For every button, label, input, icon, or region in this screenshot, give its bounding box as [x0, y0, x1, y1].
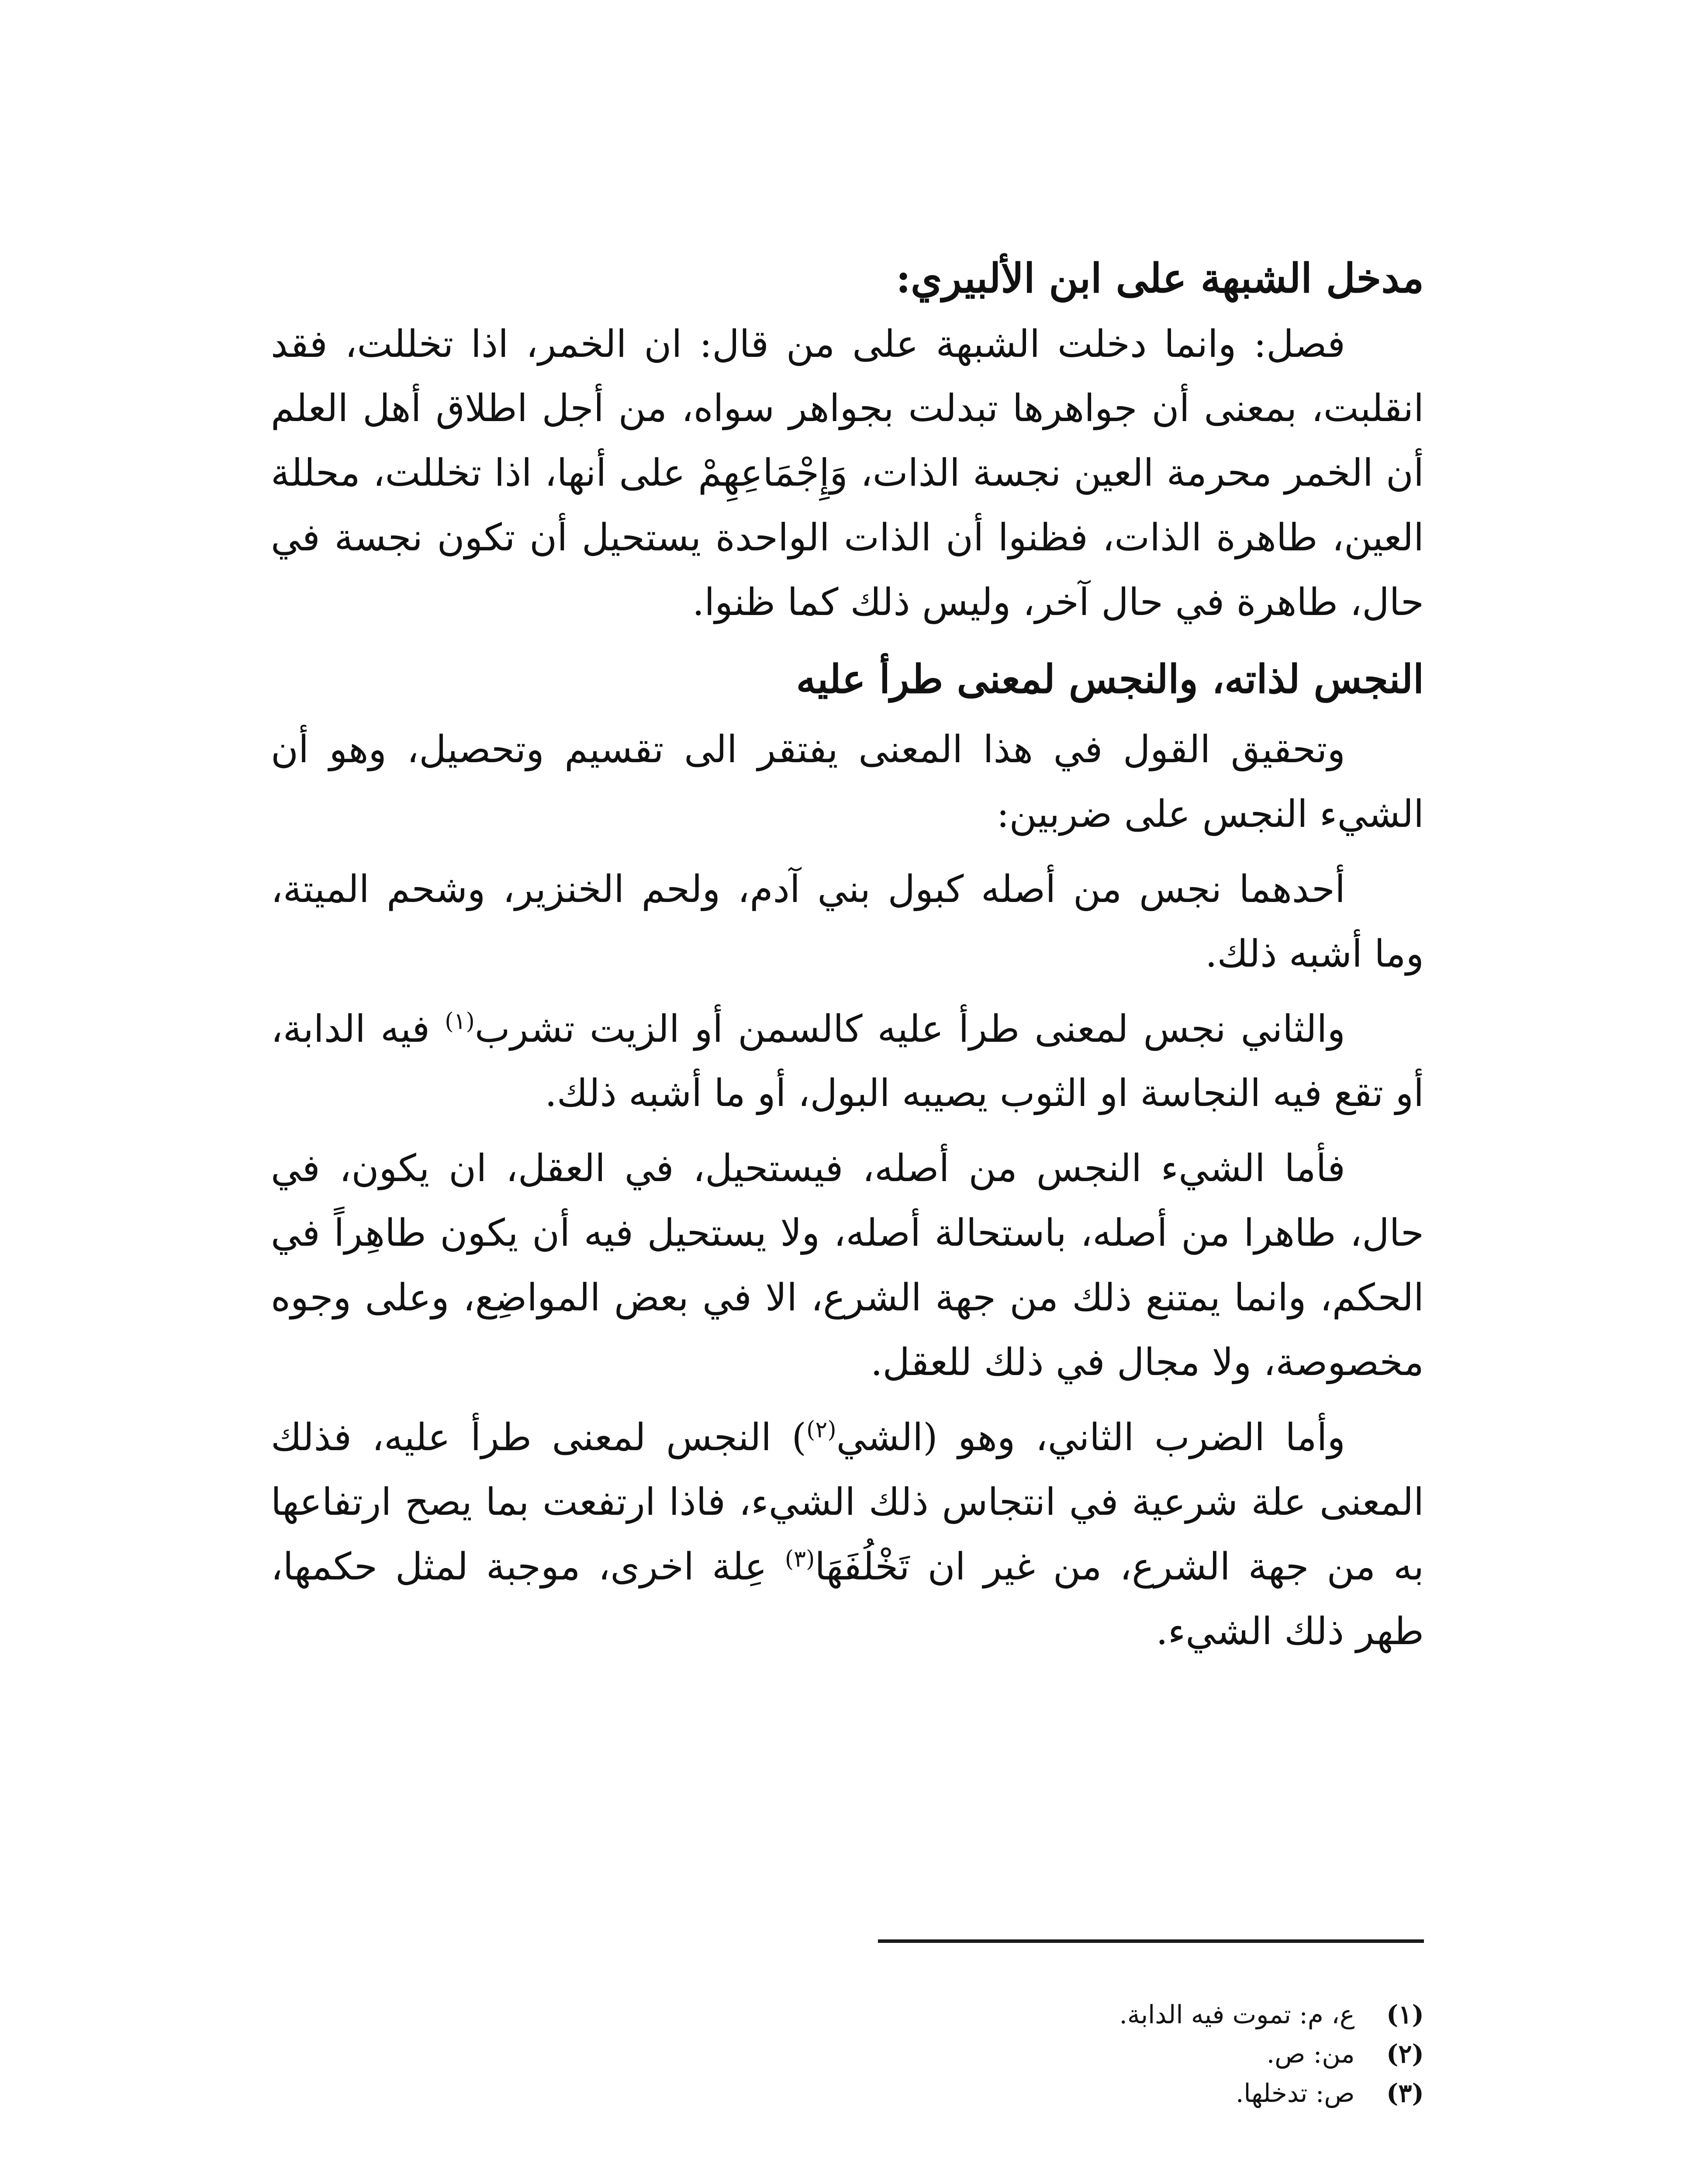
- second-type-paragraph-text-2: فيه الدابة، أو تقع فيه النجاسة او الثوب يصيبه البول، أو ما أشبه ذلك.: [271, 1007, 1424, 1116]
- footnote-reference-2: (٢): [806, 1417, 836, 1443]
- second-type-analysis-text-3: عِلة اخرى، موجبة لمثل حكمها، طهر ذلك الشيء.: [271, 1545, 1424, 1653]
- footnote-text: ص: تدخلها.: [1235, 2078, 1355, 2108]
- second-type-analysis-text-2: ) النجس لمعنى طرأ عليه، فذلك المعنى علة شرعية في انتجاس ذلك الشيء، فاذا ارتفعت بما يصح ارتفاعها به من جهة الشرع، من غير ان تَخْلُفَهَا: [271, 1415, 1424, 1589]
- second-type-analysis-paragraph: [271, 1406, 1424, 1664]
- first-type-paragraph: أحدهما نجس من أصله كبول بني آدم، ولحم الخنزير، وشحم الميتة، وما أشبه ذلك.: [271, 867, 1424, 976]
- footnote-reference-1: (١): [445, 1008, 475, 1034]
- footnote-number: (١): [1386, 2000, 1424, 2029]
- footnote-item: [681, 1995, 1424, 2035]
- first-type-analysis-paragraph: فأما الشيء النجس من أصله، فيستحيل، في العقل، ان يكون، في حال، طاهرا من أصله، باستحالة أصله، ولا يستحيل فيه أن يكون طاهِراً في الحكم، وانما يمتنع ذلك من جهة الشرع، الا في بعض المواضِع، وعلى وجوه مخصوصة، ولا مجال في ذلك للعقل.: [271, 1147, 1424, 1385]
- subheading-paragraph: وتحقيق القول في هذا المعنى يفتقر الى تقسيم وتحصيل، وهو أن الشيء النجس على ضربين:: [271, 727, 1424, 836]
- second-type-paragraph-text-1: والثاني نجس لمعنى طرأ عليه كالسمن أو الزيت تشرب: [474, 1007, 1345, 1051]
- footnote-divider: [878, 1939, 1424, 1943]
- footnote-text: من: ص.: [1266, 2039, 1355, 2069]
- footnote-item: [681, 2035, 1424, 2074]
- footnotes-list: [681, 1995, 1424, 2113]
- footnote-number: (٣): [1386, 2078, 1424, 2108]
- footnote-reference-3: (٣): [784, 1546, 815, 1572]
- main-text-block: [271, 245, 1424, 1675]
- footnote-number: (٢): [1386, 2039, 1424, 2069]
- second-type-analysis-text-1: وأما الضرب الثاني، وهو (الشي: [836, 1415, 1346, 1459]
- footnote-item: [681, 2074, 1424, 2113]
- section-heading: مدخل الشبهة على ابن الألبيري:: [896, 255, 1424, 302]
- intro-paragraph: فصل: وانما دخلت الشبهة على من قال: ان الخمر، اذا تخللت، فقد انقلبت، بمعنى أن جواهرها تبدلت بجواهر سواه، من أجل اطلاق أهل العلم أن الخمر محرمة العين نجسة الذات، وَإِجْمَاعِهِمْ على أنها، اذا تخللت، محللة العين، طاهرة الذات، فظنوا أن الذات الواحدة يستحيل أن تكون نجسة في حال، طاهرة في حال آخر، وليس ذلك كما ظنوا.: [271, 322, 1424, 625]
- subheading: النجس لذاته، والنجس لمعنى طرأ عليه: [796, 656, 1424, 703]
- second-type-paragraph: [271, 997, 1424, 1127]
- footnote-text: ع، م: تموت فيه الدابة.: [1119, 2000, 1355, 2029]
